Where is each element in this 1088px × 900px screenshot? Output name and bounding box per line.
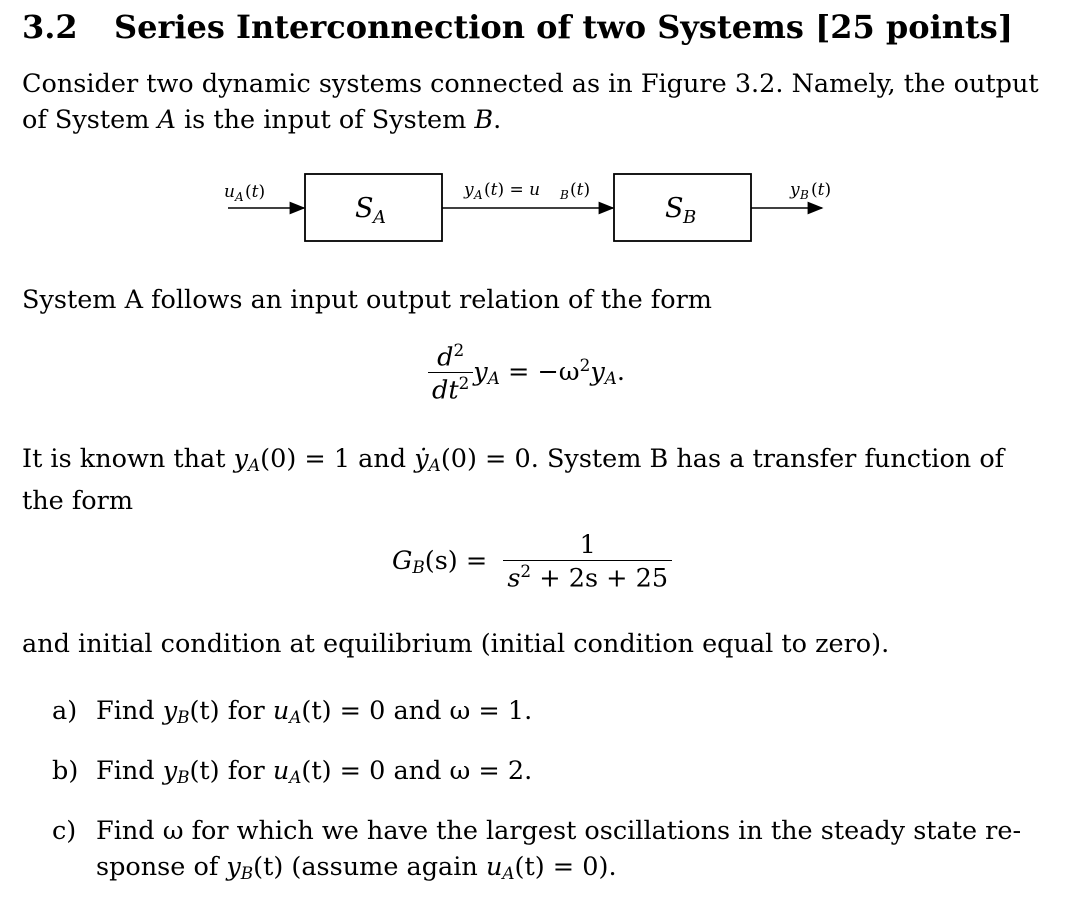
- intermediate-signal-label: [463, 180, 590, 202]
- equation-system-a: $\frac{d^2}{dt^2}$ $y_A = -\omega^2y_A$.: [428, 340, 625, 406]
- svg-text:u: u: [224, 182, 235, 202]
- equation-rhs: = $-\omega^2y_A$.: [507, 354, 625, 388]
- question-c: c) Find ω for which we have the largest oscillations in the steady state re- sponse of $y_B(t)$ (assume again $u_A(t) = 0$).: [52, 816, 1022, 884]
- intro-line-1: Consider two dynamic systems connected as in Figure 3.2. Namely, the output: [22, 69, 1039, 99]
- section-number: 3.2: [22, 8, 78, 46]
- svg-text:S: S: [355, 193, 374, 224]
- svg-text:B: B: [800, 188, 809, 202]
- svg-text:y: y: [464, 180, 474, 200]
- input-signal-label: [224, 182, 265, 204]
- svg-text:(t): (t): [245, 182, 266, 202]
- system-b-label: [665, 193, 696, 228]
- initial-conditions-paragraph: It is known that $y_A(0) = 1$ and ẏ$_A$(0) = 0. System B has a transfer function of the form: [22, 444, 1005, 517]
- block-diagram: [0, 165, 1088, 255]
- svg-text:A: A: [474, 188, 483, 202]
- derivative-fraction: $\frac{d^2}{dt^2}$: [428, 340, 473, 406]
- svg-text:(t) = u: (t) = u: [484, 180, 541, 200]
- intro-line-2: of System A is the input of System B.: [22, 105, 502, 135]
- transfer-function-fraction: $\frac{1}{s^2 + 2s + 25}$: [503, 530, 672, 593]
- equilibrium-paragraph: and initial condition at equilibrium (initial condition equal to zero).: [22, 629, 890, 659]
- section-title: Series Interconnection of two Systems [25 points]: [114, 8, 1013, 46]
- svg-text:(t): (t): [811, 180, 832, 200]
- output-signal-label: [789, 180, 831, 202]
- svg-text:A: A: [373, 207, 386, 228]
- question-a: a) Find $y_B(t)$ for $u_A(t) = 0$ and ω = 1.: [52, 696, 533, 728]
- svg-text:A: A: [235, 190, 244, 204]
- svg-text:(t): (t): [570, 180, 591, 200]
- svg-text:B: B: [560, 188, 569, 202]
- intro-paragraph: [22, 66, 1039, 138]
- svg-text:S: S: [665, 193, 684, 224]
- transfer-function-equation: $G_B(s)$ = $\frac{1}{s^2 + 2s + 25}$: [392, 530, 672, 593]
- question-b: b) Find $y_B(t)$ for $u_A(t) = 0$ and ω = 2.: [52, 756, 533, 788]
- section-heading: [22, 8, 1013, 46]
- system-a-description: System A follows an input output relation of the form: [22, 285, 712, 315]
- svg-text:y: y: [790, 180, 800, 200]
- system-a-label: [355, 193, 386, 228]
- svg-text:B: B: [683, 207, 697, 228]
